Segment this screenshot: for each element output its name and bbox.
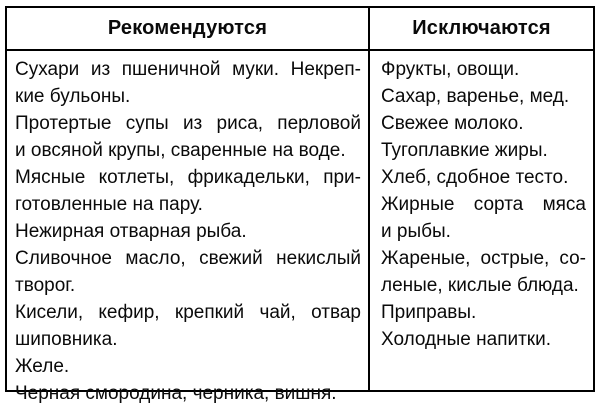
text-line: Фрукты, овощи.	[381, 59, 520, 80]
text-line: Сухари из пшеничной муки. Некреп-	[15, 59, 361, 80]
text-line: Жирные сорта мяса	[381, 194, 586, 215]
table-header-row	[7, 8, 593, 51]
text-line: Тугоплавкие жиры.	[381, 140, 548, 161]
text-line: Хлеб, сдобное тесто.	[381, 167, 569, 188]
text-line: Сливочное масло, свежий некислый	[15, 248, 361, 269]
text-line: творог.	[15, 275, 76, 296]
paragraph	[15, 110, 361, 164]
text-line: Желе.	[15, 356, 70, 377]
paragraph	[381, 83, 586, 110]
text-line: шиповника.	[15, 329, 118, 350]
text-line: Нежирная отварная рыба.	[15, 221, 247, 242]
text-line: Свежее молоко.	[381, 113, 524, 134]
header-excluded-label: Исключаются	[412, 17, 551, 39]
table-body-row	[7, 51, 593, 404]
paragraph	[15, 56, 361, 110]
header-recommended-label: Рекомендуются	[107, 17, 268, 39]
text-line: Кисели, кефир, крепкий чай, отвар	[15, 302, 361, 323]
text-line: Сахар, варенье, мед.	[381, 86, 570, 107]
paragraph	[15, 245, 361, 299]
paragraph	[15, 380, 361, 407]
paragraph	[381, 56, 586, 83]
text-line: Мясные котлеты, фрикадельки, при-	[15, 167, 361, 188]
text-line: Протертые супы из риса, перловой	[15, 113, 361, 134]
paragraph	[381, 110, 586, 137]
paragraph	[381, 137, 586, 164]
text-line: Приправы.	[381, 302, 477, 323]
diet-table	[5, 6, 595, 404]
excluded-cell	[370, 51, 593, 390]
header-excluded	[370, 8, 593, 49]
paragraph	[15, 218, 361, 245]
text-line: и овсяной крупы, сваренные на воде.	[15, 140, 346, 161]
paragraph	[15, 164, 361, 218]
text-line: Холодные напитки.	[381, 329, 552, 350]
text-line: готовленные на пару.	[15, 194, 203, 215]
text-line: и рыбы.	[381, 221, 451, 242]
recommended-cell	[7, 51, 370, 404]
text-line: Черная смородина, черника, вишня.	[15, 383, 337, 404]
paragraph	[381, 164, 586, 191]
paragraph	[15, 353, 361, 380]
paragraph	[381, 299, 586, 326]
paragraph	[381, 245, 586, 299]
text-line: кие бульоны.	[15, 86, 131, 107]
paragraph	[381, 191, 586, 245]
header-recommended	[7, 8, 370, 49]
paragraph	[15, 299, 361, 353]
text-line: леные, кислые блюда.	[381, 275, 579, 296]
paragraph	[381, 326, 586, 353]
text-line: Жареные, острые, со-	[381, 248, 586, 269]
